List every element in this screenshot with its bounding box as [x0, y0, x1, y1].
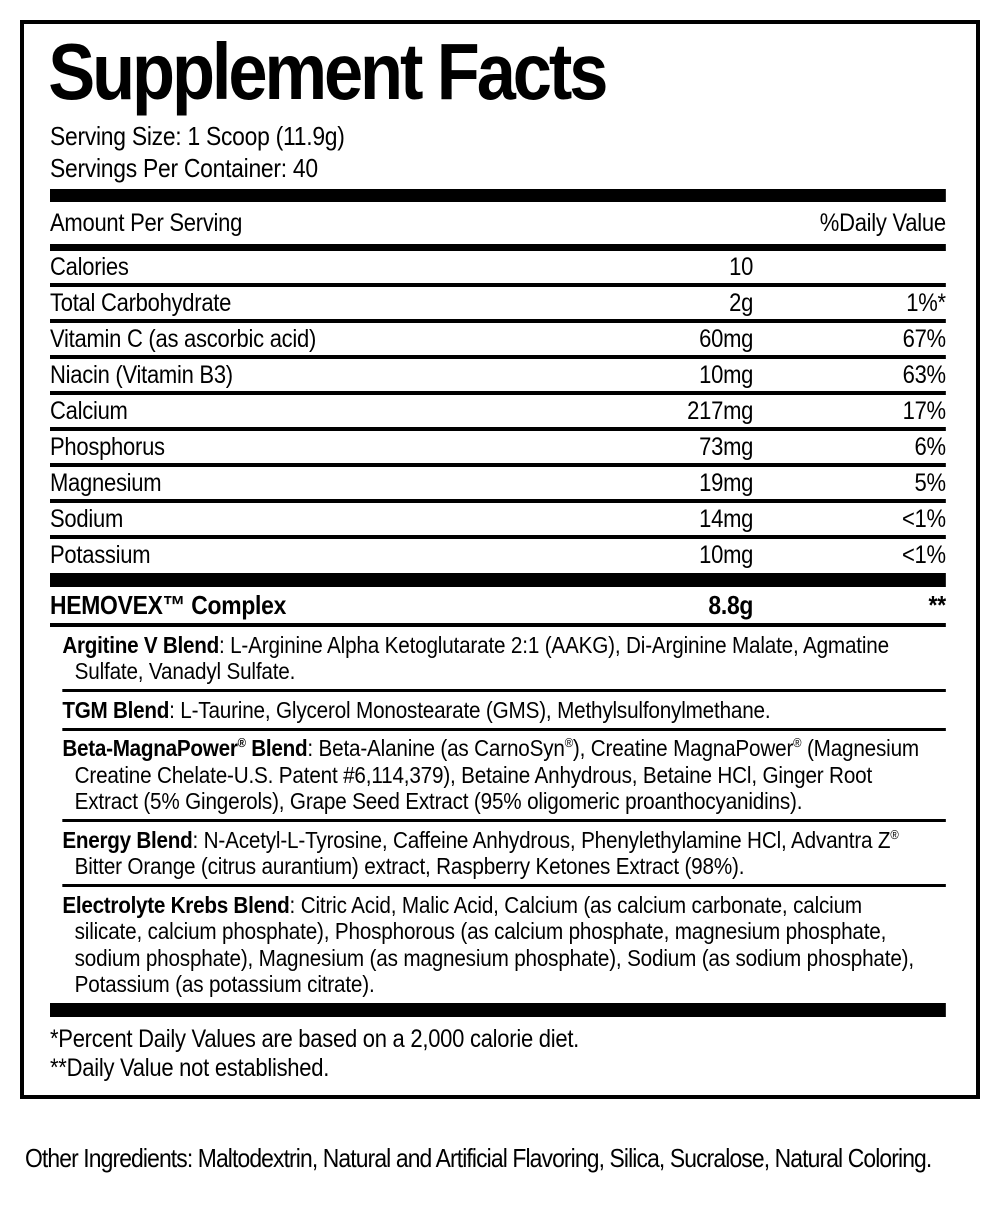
nutrient-row-niacin: [50, 359, 946, 391]
blend-description: Beta-Alanine (as CarnoSyn®), Creatine MagnaPower® (Magnesium Creatine Chelate-U.S. Patent #6,114,379), Betaine Anhydrous, Betaine HCl, Ginger Root Extract (5% Gingerols), Grape Seed Extract (95% oligomeric proanthocyanidins).: [74, 735, 919, 814]
nutrient-row-calcium: [50, 395, 946, 427]
nutrient-name: Calories: [50, 253, 129, 281]
nutrient-amount: 2g: [729, 289, 754, 317]
blend-name: Electrolyte Krebs Blend: [62, 891, 290, 918]
nutrient-dv: 1%*: [906, 289, 946, 317]
divider-bar-top: [50, 189, 946, 202]
panel-content: [48, 27, 946, 1083]
blend-description: L-Taurine, Glycerol Monostearate (GMS), Methylsulfonylmethane.: [180, 696, 771, 723]
blend-colon: :: [289, 891, 301, 918]
nutrient-row-sodium: [50, 503, 946, 535]
blend-colon: :: [218, 631, 231, 658]
servings-per-container: Servings Per Container: 40: [50, 153, 318, 183]
blend-name: Energy Blend: [62, 826, 193, 853]
nutrient-name: Niacin (Vitamin B3): [50, 361, 233, 389]
complex-name: HEMOVEX™ Complex: [50, 590, 287, 620]
complex-row: [50, 587, 946, 623]
nutrient-row-vitamin-c: [50, 323, 946, 355]
nutrient-dv: 63%: [902, 361, 946, 389]
blend-colon: :: [192, 826, 204, 853]
divider-bar-footnotes: [50, 1003, 946, 1017]
nutrient-dv: 17%: [902, 397, 946, 425]
footnote-daily-values: *Percent Daily Values are based on a 2,000 calorie diet.: [50, 1025, 580, 1053]
blend-colon: :: [169, 696, 181, 723]
nutrient-name: Magnesium: [50, 469, 162, 497]
nutrient-amount: 19mg: [699, 469, 754, 497]
column-header-amount: Amount Per Serving: [50, 209, 243, 237]
blend-name: Beta-MagnaPower® Blend: [62, 735, 308, 761]
nutrient-name: Sodium: [50, 505, 124, 533]
column-header-row: [50, 202, 946, 244]
nutrient-amount: 14mg: [699, 505, 754, 533]
complex-dv: **: [928, 590, 946, 620]
nutrient-amount: 10mg: [699, 541, 754, 569]
blend-name: TGM Blend: [62, 696, 170, 723]
nutrient-name: Phosphorus: [50, 433, 165, 461]
footnote-not-established: **Daily Value not established.: [50, 1054, 330, 1082]
nutrient-row-phosphorus: [50, 431, 946, 463]
divider-bar-complex: [50, 573, 946, 587]
blend-electrolyte-krebs: [62, 887, 946, 1002]
nutrient-row-magnesium: [50, 467, 946, 499]
nutrient-dv: <1%: [901, 541, 946, 569]
blend-description: Citric Acid, Malic Acid, Calcium (as calcium carbonate, calcium silicate, calcium phosphate), Phosphorous (as calcium phosphate, magnesium phosphate, sodium phosphate), Magnesium (as magnesium phosphate), Sodium (as sodium phosphate), Potassium (as potassium citrate).: [74, 891, 914, 997]
nutrient-row-potassium: [50, 539, 946, 571]
supplement-facts-panel: [20, 20, 980, 1099]
column-header-daily-value: %Daily Value: [819, 209, 946, 237]
blend-beta-magnapower: [62, 731, 946, 820]
blend-tgm: [62, 692, 946, 728]
nutrient-row-total-carbohydrate: [50, 287, 946, 319]
nutrient-dv: 67%: [902, 325, 946, 353]
nutrient-dv: 5%: [914, 469, 946, 497]
nutrient-dv: 6%: [914, 433, 946, 461]
nutrient-amount: 10mg: [699, 361, 754, 389]
nutrient-amount: 10: [729, 253, 754, 281]
nutrient-dv: <1%: [901, 505, 946, 533]
nutrient-name: Total Carbohydrate: [50, 289, 232, 317]
serving-size: Serving Size: 1 Scoop (11.9g): [50, 121, 345, 151]
nutrient-amount: 60mg: [699, 325, 754, 353]
footnotes: [50, 1025, 946, 1083]
divider-bar-header: [50, 244, 946, 251]
nutrient-name: Potassium: [50, 541, 151, 569]
blend-colon: :: [307, 735, 319, 761]
nutrient-amount: 217mg: [687, 397, 754, 425]
other-ingredients: Other Ingredients: Maltodextrin, Natural and Artificial Flavoring, Silica, Sucralose, Natural Coloring.: [25, 1143, 932, 1173]
nutrient-amount: 73mg: [699, 433, 754, 461]
nutrient-name: Calcium: [50, 397, 128, 425]
blend-energy: [62, 822, 946, 884]
blend-argitine-v: [62, 627, 946, 689]
blend-description: N-Acetyl-L-Tyrosine, Caffeine Anhydrous, Phenylethylamine HCl, Advantra Z® Bitter Orange (citrus aurantium) extract, Raspberry Ketones Extract (98%).: [74, 826, 899, 879]
panel-title: Supplement Facts: [48, 27, 606, 116]
blend-name: Argitine V Blend: [62, 631, 219, 658]
nutrient-row-calories: [50, 251, 946, 283]
nutrient-name: Vitamin C (as ascorbic acid): [50, 325, 317, 353]
blend-description: L-Arginine Alpha Ketoglutarate 2:1 (AAKG), Di-Arginine Malate, Agmatine Sulfate, Vanadyl Sulfate.: [74, 631, 889, 684]
complex-amount: 8.8g: [708, 590, 754, 620]
